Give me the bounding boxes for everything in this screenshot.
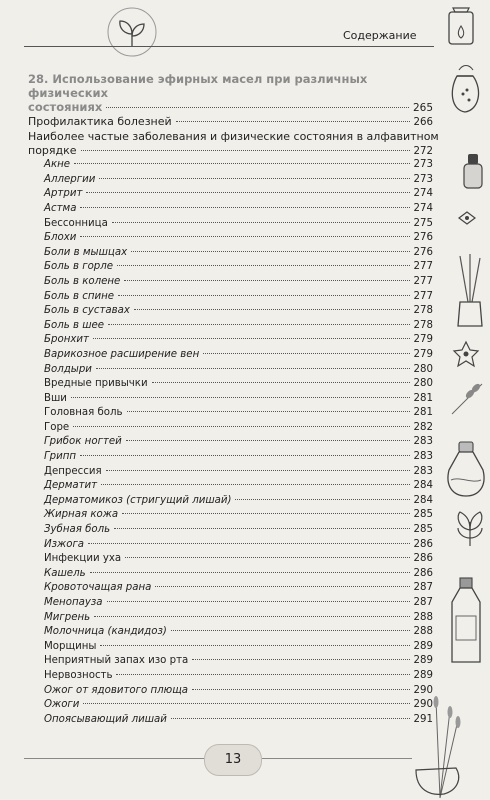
toc-entry-label: Опоясывающий лишай [44,713,167,725]
leaf-cluster-icon [452,508,488,548]
dot-leader [73,426,409,427]
toc-entry[interactable] [28,494,433,509]
footer-rule-right [262,758,412,759]
toc-entry[interactable] [28,523,433,538]
toc-entry-page: 273 [413,159,433,171]
toc-entry[interactable] [28,669,433,684]
dot-leader [171,718,410,719]
dot-leader [127,411,410,412]
toc-entry-page: 284 [413,480,433,492]
toc-entry-label: Головная боль [44,407,123,419]
toc-entry-page: 283 [413,465,433,477]
toc-entry-label: Боли в мышцах [44,246,128,258]
toc-entry-label: Бессонница [44,217,108,229]
toc-entry-label: Грибок ногтей [44,436,122,448]
toc-entry-page: 289 [413,640,433,652]
toc-entry-label: Горе [44,421,70,433]
toc-entry-label: Инфекции уха [44,553,122,565]
toc-entry-label: Боль в суставах [44,305,130,317]
toc-entry[interactable] [28,684,433,699]
toc-entry-label: Изжога [44,538,85,550]
leaf-logo-icon [104,6,160,60]
toc-entry-page: 289 [413,669,433,681]
toc-entry[interactable] [28,698,433,713]
toc-section-label: Наиболее частые заболевания и физические состояния в алфавитном [28,129,439,143]
toc-entry-label: Молочница (кандидоз) [44,626,167,638]
dot-leader [126,440,410,441]
toc-entry-label: Вредные привычки [44,378,148,390]
toc-entry-page: 275 [413,217,433,229]
flower-icon [452,340,480,368]
toc-section-label: Профилактика болезней [28,115,172,128]
toc-entry-label: Морщины [44,640,97,652]
dot-leader [83,703,409,704]
dot-leader [155,586,409,587]
toc-entry-page: 279 [413,348,433,360]
tall-bottle-icon [446,576,486,666]
toc-entry-page: 289 [413,655,433,667]
toc-entry-page: 285 [413,524,433,536]
toc-entry-label: Бронхит [44,334,89,346]
toc-entry[interactable] [28,231,433,246]
toc-entry[interactable] [28,713,433,728]
toc-entry-label: Аллергии [44,173,96,185]
toc-section[interactable] [28,144,433,159]
dot-leader [106,107,409,108]
toc-entry-label: Боль в спине [44,290,115,302]
toc-entry[interactable] [28,421,433,436]
toc-entry-page: 273 [413,173,433,185]
dot-leader [117,265,409,266]
toc-entry-label: Дерматит [44,480,98,492]
toc-entry[interactable] [28,158,433,173]
toc-entry-page: 290 [413,684,433,696]
dot-leader [122,513,409,514]
toc-entry[interactable] [28,406,433,421]
toc-entry-label: Волдыри [44,363,92,375]
dot-leader [235,499,409,500]
toc-entry[interactable] [28,275,433,290]
dot-leader [134,309,410,310]
table-of-contents [28,72,439,727]
toc-entry-page: 282 [413,421,433,433]
toc-entry-label: Менопауза [44,597,103,608]
toc-entry-page: 280 [413,363,433,375]
dot-leader [90,572,410,573]
dot-leader [124,280,409,281]
toc-entry[interactable] [28,508,433,523]
dot-leader [88,543,410,544]
page-number: 13 [224,752,242,767]
toc-entry-page: 283 [413,451,433,463]
chapter-heading [28,72,433,115]
dot-leader [74,163,409,164]
toc-entry[interactable] [28,581,433,596]
footer-rule-left [24,758,204,759]
toc-entry-label: Акне [44,159,71,171]
dot-leader [152,382,410,383]
toc-entry-page: 281 [413,407,433,419]
chapter-title-line1: 28. Использование эфирных масел при различных физических [28,72,368,100]
toc-entry[interactable] [28,465,433,480]
toc-entry-page: 287 [413,597,433,608]
toc-entry[interactable] [28,333,433,348]
dot-leader [125,557,409,558]
dot-leader [112,222,410,223]
dot-leader [192,689,410,690]
dot-leader [94,616,409,617]
toc-entry[interactable] [28,217,433,232]
dot-leader [86,192,409,193]
dot-leader [80,455,409,456]
toc-entry[interactable] [28,187,433,202]
small-flower-icon [455,208,479,228]
toc-entry-label: Ожог от ядовитого плюща [44,684,189,696]
toc-entry[interactable] [28,348,433,363]
toc-section-page: 266 [413,117,433,128]
page-number-badge [204,744,262,776]
toc-entry-page: 276 [413,246,433,258]
toc-entry[interactable] [28,640,433,655]
toc-section-label-cont: порядке [28,143,77,157]
toc-entry-label: Варикозное расширение вен [44,348,200,360]
dot-leader [118,295,410,296]
lavender-bundle-icon [410,690,470,800]
toc-entry-label: Зубная боль [44,524,111,536]
toc-entry-page: 281 [413,392,433,404]
toc-entry-page: 287 [413,582,433,594]
dot-leader [203,353,409,354]
toc-entry-page: 274 [413,202,433,214]
toc-entry[interactable] [28,319,433,334]
toc-entry-page: 280 [413,378,433,390]
dot-leader [93,338,410,339]
dot-leader [171,630,410,631]
dot-leader [192,659,409,660]
toc-entry-label: Жирная кожа [44,509,119,521]
toc-entry-page: 274 [413,188,433,200]
dot-leader [176,121,410,122]
toc-entry-page: 277 [413,275,433,287]
toc-entry[interactable] [28,450,433,465]
toc-entry[interactable] [28,479,433,494]
toc-entry[interactable] [28,538,433,553]
dot-leader [100,645,409,646]
toc-entry-label: Астма [44,202,77,214]
toc-entry[interactable] [28,611,433,626]
toc-entry-page: 277 [413,261,433,273]
dot-leader [81,150,410,151]
toc-entry-list [28,158,433,727]
toc-entry-label: Кровоточащая рана [44,582,152,594]
dropper-bottle-icon [458,150,488,192]
lavender-sprig-icon [448,378,488,418]
toc-entry-page: 277 [413,290,433,302]
toc-entry[interactable] [28,290,433,305]
toc-entry[interactable] [28,363,433,378]
toc-entry-page: 288 [413,626,433,638]
dot-leader [96,368,410,369]
toc-entry-page: 283 [413,436,433,448]
toc-entry-label: Депрессия [44,465,102,477]
dot-leader [131,251,409,252]
toc-entry-page: 288 [413,611,433,623]
dot-leader [101,484,409,485]
toc-entry[interactable] [28,260,433,275]
dot-leader [99,178,409,179]
toc-entry-label: Грипп [44,451,77,463]
toc-entry[interactable] [28,246,433,261]
toc-entry-label: Вши [44,392,67,404]
toc-entry-label: Артрит [44,188,83,200]
toc-entry-page: 279 [413,334,433,346]
toc-entry[interactable] [28,596,433,611]
dot-leader [108,324,409,325]
dot-leader [106,470,410,471]
toc-entry-label: Блохи [44,232,77,244]
toc-entry-label: Нервозность [44,669,113,681]
chapter-title-line2-row [28,100,433,115]
toc-entry-page: 278 [413,319,433,331]
toc-entry[interactable] [28,567,433,582]
dot-leader [80,207,409,208]
toc-entry-label: Кашель [44,567,86,579]
toc-entry[interactable] [28,625,433,640]
toc-entry[interactable] [28,552,433,567]
toc-entry[interactable] [28,435,433,450]
reed-diffuser-icon [452,252,488,330]
toc-entry-page: 286 [413,553,433,565]
toc-entry-label: Мигрень [44,611,91,623]
toc-entry-page: 291 [413,713,433,725]
header-divider [24,46,434,47]
toc-entry-label: Дерматомикоз (стригущий лишай) [44,494,232,506]
toc-entry-label: Ожоги [44,699,80,711]
apothecary-bottle-icon [443,440,489,500]
toc-entry[interactable] [28,377,433,392]
toc-entry-label: Боль в горле [44,261,114,273]
toc-entry-page: 276 [413,232,433,244]
toc-entry-page: 284 [413,494,433,506]
toc-entry-page: 290 [413,699,433,711]
toc-entry[interactable] [28,304,433,319]
dot-leader [80,236,409,237]
toc-section-page: 272 [413,145,433,157]
toc-entry-page: 278 [413,305,433,317]
dot-leader [114,528,409,529]
toc-entry-label: Неприятный запах изо рта [44,655,189,667]
toc-section-line1[interactable] [28,129,439,144]
toc-entry[interactable] [28,654,433,669]
toc-entry[interactable] [28,392,433,407]
dot-leader [116,674,409,675]
dot-leader [71,397,410,398]
toc-entry-page: 285 [413,509,433,521]
toc-entry-label: Боль в шее [44,319,105,331]
oil-burner-icon [441,2,481,48]
dot-leader [107,601,410,602]
toc-entry-page: 286 [413,538,433,550]
header-title: Содержание [343,29,417,42]
toc-entry[interactable] [28,173,433,188]
toc-entry-label: Боль в колене [44,275,121,287]
chapter-title-line2: состояниях [28,100,103,114]
toc-section[interactable] [28,115,433,130]
toc-entry[interactable] [28,202,433,217]
toc-entry-page: 286 [413,567,433,579]
chapter-page: 265 [412,102,433,114]
herb-pouch-icon [445,62,487,118]
